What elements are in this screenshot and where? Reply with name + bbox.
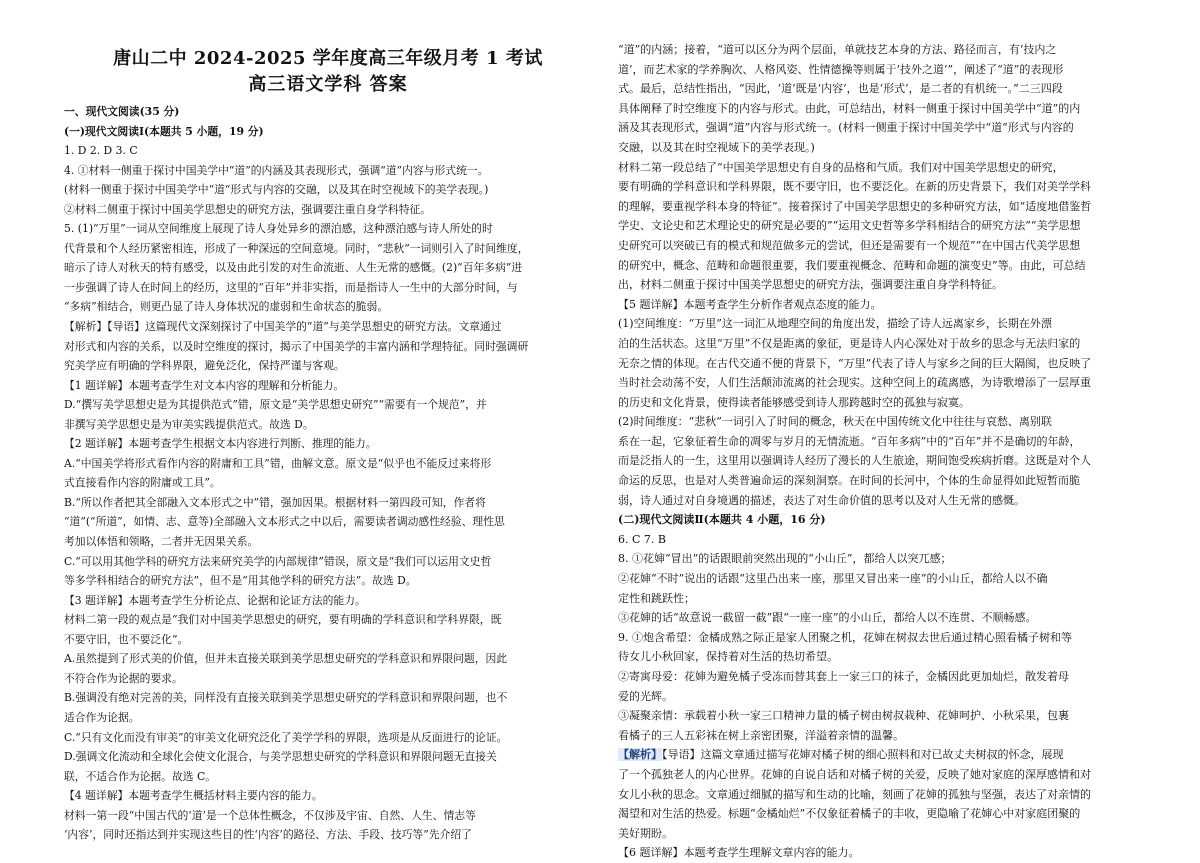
text-line: 出，材料二侧重于探讨中国美学思想史的研究方法，强调要注重自身学科特征。 <box>618 278 1003 292</box>
text-line: 考加以体悟和领略，二者并无因果关系。 <box>64 535 259 549</box>
text-line: 非撰写美学思想史是为审美实践提供范式。故选 D。 <box>64 417 314 431</box>
text-line: 【3 题详解】本题考查学生分析论点、论据和论证方法的能力。 <box>64 593 366 607</box>
text-line: 【5 题详解】本题考查学生分析作者观点态度的能力。 <box>618 297 882 311</box>
right-column-body <box>618 40 1174 863</box>
text-line: 定性和跳跃性； <box>618 591 695 605</box>
text-line: 了一个孤独老人的内心世界。花婶的自说自话和对橘子树的关爱，反映了她对家庭的深厚感情和对 <box>618 767 1091 781</box>
text-line: 材料二第一段的观点是“我们对中国美学思想史的研究，要有明确的学科意识和学科界限，既 <box>64 613 502 627</box>
text-line: (材料一侧重于探讨中国美学中“道“形式与内容的交融，以及其在时空视域下的美学表现。) <box>64 183 489 197</box>
text-line: ②材料二侧重于探讨中国美学思想史的研究方法，强调要注重自身学科特征。 <box>64 202 432 216</box>
text-line: (二)现代文阅读Ⅱ(本题共 4 小题，16 分) <box>618 513 826 527</box>
text-line: 对形式和内容的关系，以及时空维度的探讨，揭示了中国美学的丰富内涵和学理特征。同时强调研 <box>64 339 529 353</box>
text-line: 具体阐释了时空维度下的内容与形式。由此，可总结出，材料一侧重于探讨中国美学中“道”的内 <box>618 101 1081 115</box>
document-subtitle: 高三语文学科 答案 <box>248 74 408 95</box>
text-line: 代背景和个人经历紧密相连，形成了一种深远的空间意境。同时，“悲秋”一词则引入了时间维度， <box>64 241 529 255</box>
text-line: ‘内容’，同时还指达到并实现这些目的性‘内容’的路径、方法、手段、技巧等”先介绍了 <box>64 828 472 842</box>
text-line: B.“所以作者把其全部融入文本形式之中”错，强加因果。根据材料一第四段可知，作者将 <box>64 495 486 509</box>
text-line: 暗示了诗人对秋天的特有感受，以及由此引发的对生命流逝、人生无常的感慨。(2)“百年多病”进 <box>64 261 523 275</box>
text-line: 【6 题详解】本题考查学生理解文章内容的能力。 <box>618 846 860 860</box>
text-line: 不符合作为论据的要求。 <box>64 671 183 685</box>
text-line: 【解析】【导语】这篇文章通过描写花婶对橘子树的细心照料和对已故丈夫树叔的怀念，展现 <box>618 748 1064 762</box>
text-line: B.强调没有绝对完善的美，同样没有直接关联到美学思想史研究的学科意识和界限问题，也不 <box>64 691 508 705</box>
text-line: ②花婶“不时”说出的话跟“这里凸出来一座，那里又冒出来一座”的小山丘，都给人以不确 <box>618 572 1048 586</box>
left-column-body <box>64 102 592 845</box>
text-line: 要有明确的学科意识和学科界限，既不要守旧，也不要泛化。在新的历史背景下，我们对美学学科 <box>618 180 1091 194</box>
text-line: 【1 题详解】本题考查学生对文本内容的理解和分析能力。 <box>64 378 345 392</box>
text-line: 美好期盼。 <box>618 826 673 840</box>
text-line: 【4 题详解】本题考查学生概括材料主要内容的能力。 <box>64 789 323 803</box>
text-line: A.“中国美学将形式看作内容的附庸和工具”错，曲解文意。原文是“似乎也不能反过来将形 <box>64 456 492 470</box>
document-title: 唐山二中 2024-2025 学年度高三年级月考 1 考试 <box>113 48 543 69</box>
text-line: 看橘子的三人五彩袜在树上亲密团聚，洋溢着亲情的温馨。 <box>618 728 904 742</box>
text-line: 【2 题详解】本题考查学生根据文本内容进行判断、推理的能力。 <box>64 437 377 451</box>
text-line: 1. D 2. D 3. C <box>64 144 138 158</box>
text-line: “道”的内涵；接着，“道可以区分为两个层面，单就技艺本身的方法、路径而言，有‘技内之 <box>618 43 1057 56</box>
text-line: ③花婶的话“故意说一截留一截”跟“一座一座”的小山丘，都给人以不连贯、不顺畅感。 <box>618 611 1037 625</box>
text-line: 当时社会动荡不安，人们生活颠沛流离的社会现实。这种空间上的疏离感，为诗歌增添了一层厚重 <box>618 376 1091 390</box>
text-line: 涵及其表现形式，强调“道”内容与形式统一。(材料一侧重于探讨中国美学中“道“形式与内容的 <box>618 121 1074 135</box>
left-column <box>64 40 592 845</box>
text-line: 而是泛指人的一生，这里用以强调诗人经历了漫长的人生旅途，期间饱受疾病折磨。这既是对个人 <box>618 454 1091 468</box>
text-line: 命运的反思，也是对人类普遍命运的深刻洞察。在时间的长河中，个体的生命显得如此短暂而脆 <box>618 474 1080 488</box>
text-line: 道’，而艺术家的学养胸次、人格风姿、性情德操等则属于‘技外之道’”，阐述了“道”的表现形 <box>618 62 1064 76</box>
text-line: 一、现代文阅读(35 分) <box>64 105 180 118</box>
text-line: 一步强调了诗人在时间上的经历，这里的“百年”并非实指，而是指诗人一生中的大部分时间，与 <box>64 280 518 294</box>
text-line: 式。最后，总结性指出，“因此，‘道’既是‘内容’，也是‘形式’，是二者的有机统一。”二三四段 <box>618 82 1063 96</box>
text-line: 9. ①炮含希望：金橘成熟之际正是家人团聚之机，花婶在树叔去世后通过精心照看橘子树和等 <box>618 630 1072 644</box>
text-line: (2)时间维度：“悲秋”一词引入了时间的概念，秋天在中国传统文化中往往与哀愁、离别联 <box>618 415 1052 429</box>
text-line: 的理解，要重视学科本身的特征”。接着探讨了中国美学思想史的多种研究方法，如“适度地借鉴哲 <box>618 199 1092 213</box>
text-line: 式直接看作内容的附庸或工具”。 <box>64 476 221 490</box>
text-line: 8. ①花婶“冒出”的话跟眼前突然出现的“小山丘”，都给人以突兀感； <box>618 552 952 566</box>
text-line: 4. ①材料一侧重于探讨中国美学中“道”的内涵及其表现形式，强调“道”内容与形式统一。 <box>64 163 489 177</box>
text-line: C.“只有文化而没有审美”的审美文化研究泛化了美学学科的界限，选项是从反面进行的论证。 <box>64 730 508 744</box>
text-line: 待女儿小秋回家，保持着对生活的热切希望。 <box>618 650 838 664</box>
text-line: 弱，诗人通过对自身境遇的描述，表达了对生命价值的思考以及对人生无常的感慨。 <box>618 493 1025 507</box>
text-line: 联，不适合作为论据。故选 C。 <box>64 769 217 783</box>
text-line: 爱的光辉。 <box>618 689 673 703</box>
text-line: ③凝聚亲情：承载着小秋一家三口精神力量的橘子树由树叔栽种、花婶呵护、小秋采果，包裹 <box>618 709 1069 723</box>
text-line: 【解析】【导语】这篇现代文深刻探讨了中国美学的“道”与美学思想史的研究方法。文章通过 <box>64 320 502 334</box>
text-line: 无奈之情的体现。在古代交通不便的背景下，“万里”代表了诗人与家乡之间的巨大隔阂，也反映了 <box>618 356 1092 370</box>
text-line: 等多学科相结合的研究方法”，但不是“用其他学科的研究方法”。故选 D。 <box>64 574 417 588</box>
text-line: 不要守旧，也不要泛化”。 <box>64 632 189 646</box>
text-line: 6. C 7. B <box>618 532 666 546</box>
text-line: 5. (1)“万里”一词从空间维度上展现了诗人身处异乡的漂泊感，这种漂泊感与诗人所处的时 <box>64 222 493 236</box>
text-line: (1)空间维度：“万里”这一词汇从地理空间的角度出发，描绘了诗人远离家乡，长期在外漂 <box>618 317 1052 331</box>
text-line: 适合作为论据。 <box>64 710 140 724</box>
text-line: 材料一第一段“中国古代的‘道’是一个总体性概念，不仅涉及宇宙、自然、人生、情志等 <box>64 808 476 822</box>
text-line: ②寄寓母爱：花婶为避免橘子受冻而替其套上一家三口的袜子，金橘因此更加灿烂，散发着母 <box>618 670 1069 683</box>
text-line: 究美学应有明确的学科界限，避免泛化，保持严谨与客观。 <box>64 359 345 373</box>
text-line: 系在一起，它象征着生命的凋零与岁月的无情流逝。“百年多病”中的“百年”并不是确切的年龄， <box>618 434 1081 448</box>
text-line: 的历史和文化背景，使得读者能够感受到诗人那跨越时空的孤独与寂寞。 <box>618 395 970 409</box>
text-line: 泊的生活状态。这里“万里”不仅是距离的象征，更是诗人内心深处对于故乡的思念与无法归家的 <box>618 336 1081 350</box>
text-line: 材料二第一段总结了“中国美学思想史有自身的品格和气质。我们对中国美学思想史的研究， <box>618 160 1064 174</box>
text-line: 学史、文论史和艺术理论史的研究是必要的”“运用文史哲等多学科相结合的研究方法”“美学思想 <box>618 219 1081 233</box>
text-line: “多病”相结合，则更凸显了诗人身体状况的虚弱和生命状态的脆弱。 <box>64 300 389 314</box>
text-line: (一)现代文阅读Ⅰ(本题共 5 小题，19 分) <box>64 124 264 138</box>
text-line: 渴望和对生活的热爱。标题“金橘灿烂”不仅象征着橘子的丰收，更隐喻了花婶心中对家庭团聚的 <box>618 807 1081 821</box>
text-line: A.虽然提到了形式美的价值，但并未直接关联到美学思想史研究的学科意识和界限问题，因此 <box>64 652 508 666</box>
text-line: C.“可以用其他学科的研究方法来研究美学的内部规律”错误，原文是“我们可以运用文史哲 <box>64 554 492 568</box>
text-line: D.“撰写美学思想史是为其提供范式”错，原文是“美学思想史研究”“需要有一个规范”，并 <box>64 398 487 412</box>
right-column <box>618 40 1174 863</box>
text-line: D.强调文化流动和全球化会使文化混合，与美学思想史研究的学科意识和界限问题无直接关 <box>64 750 497 764</box>
text-line: 史研究可以突破已有的模式和规范做多元的尝试，但还是需要有一个规范”“在中国古代美学思想 <box>618 238 1081 252</box>
analysis-tag: 【解析】 <box>618 748 662 762</box>
text-line: 女儿小秋的思念。文章通过细腻的描写和生动的比喻，刻画了花婶的孤独与坚强，表达了对亲情的 <box>618 787 1091 801</box>
text-line: 交融，以及其在时空视域下的美学表现。) <box>618 140 815 154</box>
text-line: 的研究中，概念、范畴和命题很重要，我们要重视概念、范畴和命题的演变史”等。由此，可总结 <box>618 258 1086 272</box>
text-line: “道”(“所道”，如情、志、意等)全部融入文本形式之中以后，需要读者调动感性经验、理性思 <box>64 515 505 529</box>
